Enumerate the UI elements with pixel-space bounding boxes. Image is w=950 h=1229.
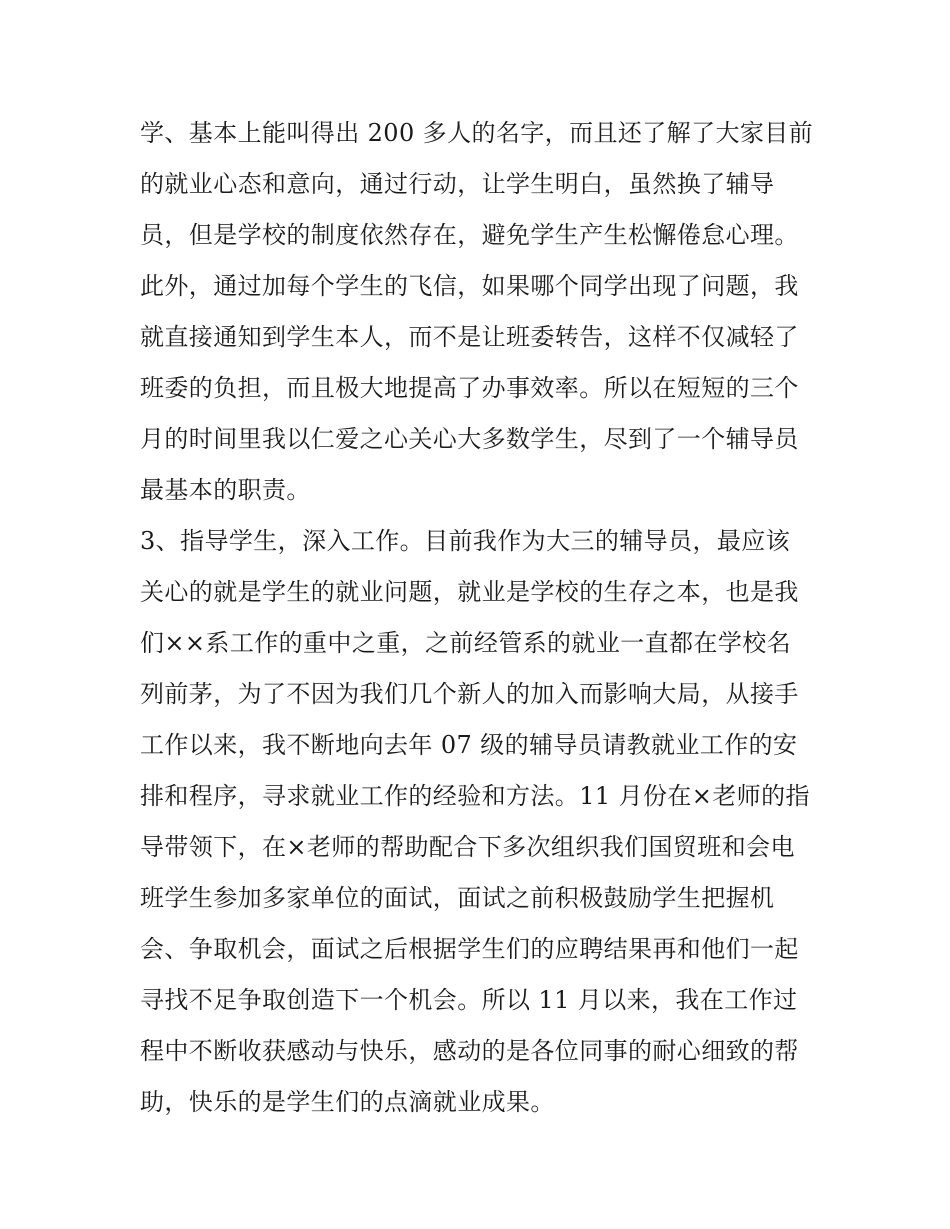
text-line: 列前茅，为了不因为我们几个新人的加入而影响大局，从接手 bbox=[140, 680, 799, 708]
text-line: 员，但是学校的制度依然存在，避免学生产生松懈倦怠心理。 bbox=[140, 221, 799, 249]
text-line: 关心的就是学生的就业问题，就业是学校的生存之本，也是我 bbox=[140, 578, 799, 606]
text-line: 3、指导学生，深入工作。目前我作为大三的辅导员，最应该 bbox=[140, 527, 791, 555]
text-line: 最基本的职责。 bbox=[140, 476, 311, 504]
text-line: 此外，通过加每个学生的飞信，如果哪个同学出现了问题，我 bbox=[140, 272, 799, 300]
text-line: 班委的负担，而且极大地提高了办事效率。所以在短短的三个 bbox=[140, 374, 799, 402]
text-line: 学、基本上能叫得出 200 多人的名字，而且还了解了大家目前 bbox=[140, 119, 814, 147]
text-line: 排和程序，寻求就业工作的经验和方法。11 月份在×老师的指 bbox=[140, 782, 810, 810]
text-line: 的就业心态和意向，通过行动，让学生明白，虽然换了辅导 bbox=[140, 170, 775, 198]
text-line: 工作以来，我不断地向去年 07 级的辅导员请教就业工作的安 bbox=[140, 731, 798, 759]
text-line: 程中不断收获感动与快乐，感动的是各位同事的耐心细致的帮 bbox=[140, 1037, 799, 1065]
text-line: 们××系工作的重中之重，之前经管系的就业一直都在学校名 bbox=[140, 629, 792, 657]
text-line: 助，快乐的是学生们的点滴就业成果。 bbox=[140, 1088, 555, 1116]
text-line: 寻找不足争取创造下一个机会。所以 11 月以来，我在工作过 bbox=[140, 986, 798, 1014]
document-body bbox=[140, 108, 820, 1128]
text-line: 导带领下，在×老师的帮助配合下多次组织我们国贸班和会电 bbox=[140, 833, 795, 861]
text-line: 会、争取机会，面试之后根据学生们的应聘结果再和他们一起 bbox=[140, 935, 799, 963]
text-line: 就直接通知到学生本人，而不是让班委转告，这样不仅减轻了 bbox=[140, 323, 799, 351]
text-line: 月的时间里我以仁爱之心关心大多数学生，尽到了一个辅导员 bbox=[140, 425, 799, 453]
text-line: 班学生参加多家单位的面试，面试之前积极鼓励学生把握机 bbox=[140, 884, 775, 912]
